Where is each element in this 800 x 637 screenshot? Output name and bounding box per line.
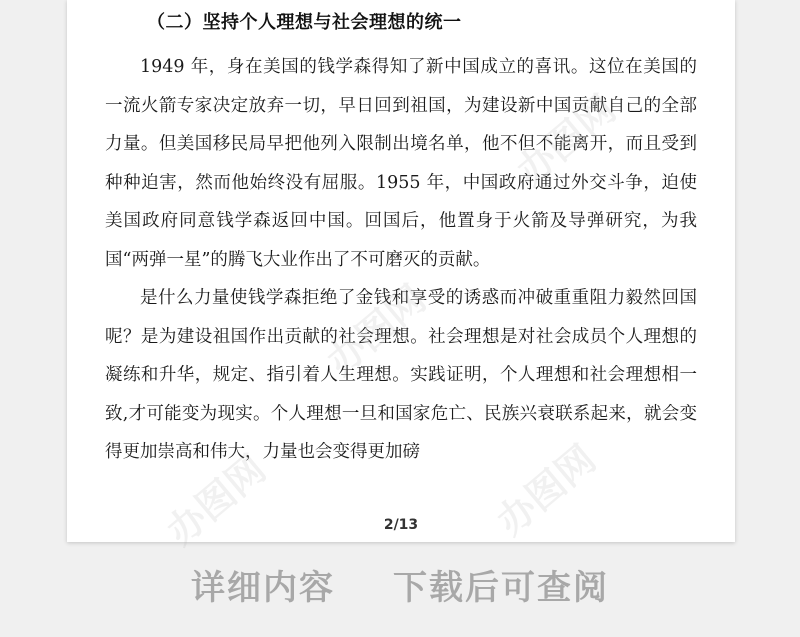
body-text (105, 48, 697, 472)
footer-right-text: 下载后可查阅 (393, 568, 609, 608)
watermark-text: 办图网 (508, 86, 625, 194)
watermark-text: 办图网 (488, 436, 605, 544)
watermark-text: 办图网 (158, 446, 275, 554)
footer-left-text: 详细内容 (191, 568, 335, 608)
section-heading: （二）坚持个人理想与社会理想的统一 (147, 12, 462, 33)
document-page (67, 0, 735, 554)
paragraph-1: 1949 年，身在美国的钱学森得知了新中国成立的喜讯。这位在美国的一流火箭专家决定放弃一切，早日回到祖国，为建设新中国贡献自己的全部力量。但美国移民局早把他列入限制出境名单，他不但不能离开，而且受到种种迫害，然而他始终没有屈服。1955 年，中国政府通过外交斗争，迫使美国政府同意钱学森返回中国。回国后，他置身于火箭及导弹研究，为我国“两弹一星”的腾飞大业作出了不可磨灭的贡献。 (105, 57, 697, 270)
paragraph-2: 是什么力量使钱学森拒绝了金钱和享受的诱惑而冲破重重阻力毅然回国呢？是为建设祖国作出贡献的社会理想。社会理想是对社会成员个人理想的凝练和升华，规定、指引着人生理想。实践证明，个人理想和社会理想相一致,才可能变为现实。个人理想一旦和国家危亡、民族兴衰联系起来，就会变得更加崇高和伟大，力量也会变得更加磅 (105, 288, 697, 462)
footer-banner (0, 560, 800, 609)
page-number: 2/13 (383, 517, 419, 533)
watermark-text: 办图网 (318, 276, 435, 384)
